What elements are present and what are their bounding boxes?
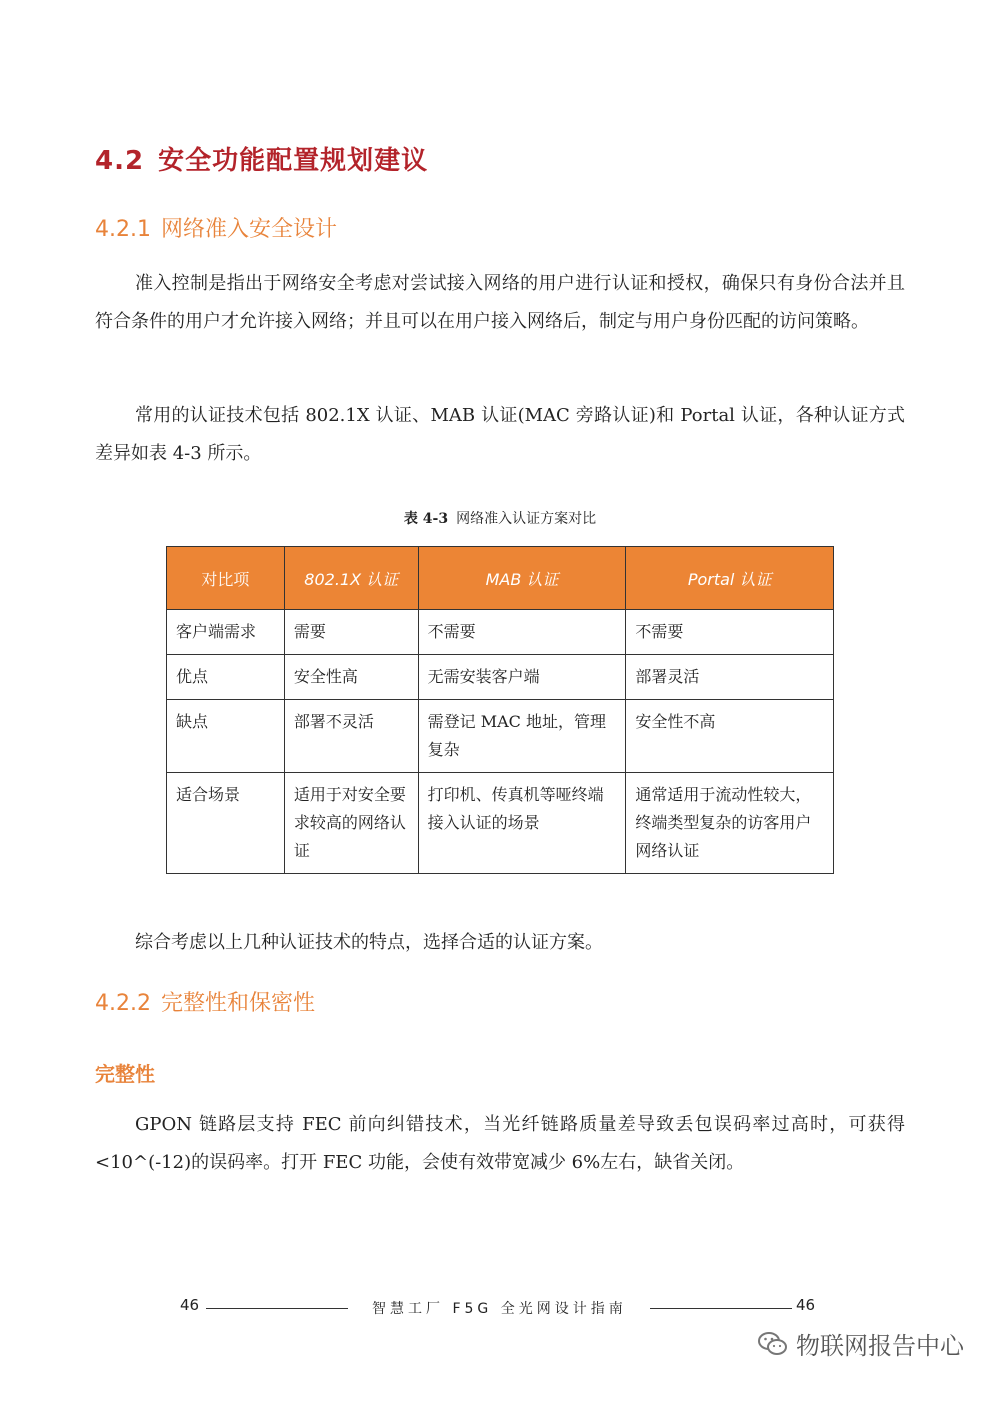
table-caption-title: 网络准入认证方案对比	[456, 511, 597, 527]
subsection-number: 4.2.1	[95, 217, 151, 242]
watermark	[758, 1326, 964, 1361]
table-cell: 需要	[284, 610, 418, 655]
footer-divider-left	[206, 1308, 348, 1309]
paragraph-auth-techniques: 常用的认证技术包括 802.1X 认证、MAB 认证(MAC 旁路认证)和 Portal 认证，各种认证方式差异如表 4-3 所示。	[95, 405, 905, 464]
table-cell: 适合场景	[167, 773, 285, 874]
table-cell: 不需要	[626, 610, 834, 655]
section-title: 安全功能配置规划建议	[158, 146, 429, 176]
table-row	[167, 610, 834, 655]
table-cell: 优点	[167, 655, 285, 700]
table-header-cell: 对比项	[167, 547, 285, 610]
footer-title: 智慧工厂 F5G 全光网设计指南	[372, 1301, 627, 1317]
table-header-cell: Portal 认证	[626, 547, 834, 610]
table-cell: 不需要	[418, 610, 626, 655]
table-cell: 客户端需求	[167, 610, 285, 655]
table-row	[167, 773, 834, 874]
table-cell: 打印机、传真机等哑终端接入认证的场景	[418, 773, 626, 874]
subsection-title: 完整性和保密性	[160, 991, 315, 1016]
table-header-cell: 802.1X 认证	[284, 547, 418, 610]
table-cell: 部署不灵活	[284, 700, 418, 773]
wechat-icon	[758, 1331, 788, 1357]
subsection-heading-1	[95, 212, 337, 243]
paragraph-gpon-fec: GPON 链路层支持 FEC 前向纠错技术，当光纤链路质量差导致丢包误码率过高时，可获得<10^(-12)的误码率。打开 FEC 功能，会使有效带宽减少 6%左右，缺省关闭。	[95, 1114, 905, 1173]
footer-divider-right	[650, 1308, 792, 1309]
watermark-text: 物联网报告中心	[796, 1332, 964, 1360]
table-cell: 无需安装客户端	[418, 655, 626, 700]
subsection-heading-2	[95, 986, 315, 1017]
table-cell: 安全性高	[284, 655, 418, 700]
table-cell: 安全性不高	[626, 700, 834, 773]
paragraph-access-control: 准入控制是指出于网络安全考虑对尝试接入网络的用户进行认证和授权，确保只有身份合法并且符合条件的用户才允许接入网络；并且可以在用户接入网络后，制定与用户身份匹配的访问策略。	[95, 273, 905, 332]
table-cell: 通常适用于流动性较大，终端类型复杂的访客用户网络认证	[626, 773, 834, 874]
minor-heading-integrity: 完整性	[95, 1062, 155, 1086]
comparison-table	[166, 546, 834, 874]
paragraph-conclusion: 综合考虑以上几种认证技术的特点，选择合适的认证方案。	[135, 932, 603, 953]
page-number-left: 46	[180, 1296, 200, 1314]
table-cell: 部署灵活	[626, 655, 834, 700]
table-caption-number: 表 4-3	[403, 511, 449, 527]
table-cell: 缺点	[167, 700, 285, 773]
section-heading	[95, 140, 428, 177]
subsection-number: 4.2.2	[95, 991, 151, 1016]
table-header-row	[167, 547, 834, 610]
subsection-title: 网络准入安全设计	[160, 217, 337, 242]
table-cell: 适用于对安全要求较高的网络认证	[284, 773, 418, 874]
section-number: 4.2	[95, 146, 145, 176]
page-footer	[0, 1296, 1000, 1320]
table-row	[167, 700, 834, 773]
table-cell: 需登记 MAC 地址，管理复杂	[418, 700, 626, 773]
table-header-cell: MAB 认证	[418, 547, 626, 610]
table-row	[167, 655, 834, 700]
table-caption	[0, 508, 1000, 528]
page-number-right: 46	[796, 1296, 816, 1314]
